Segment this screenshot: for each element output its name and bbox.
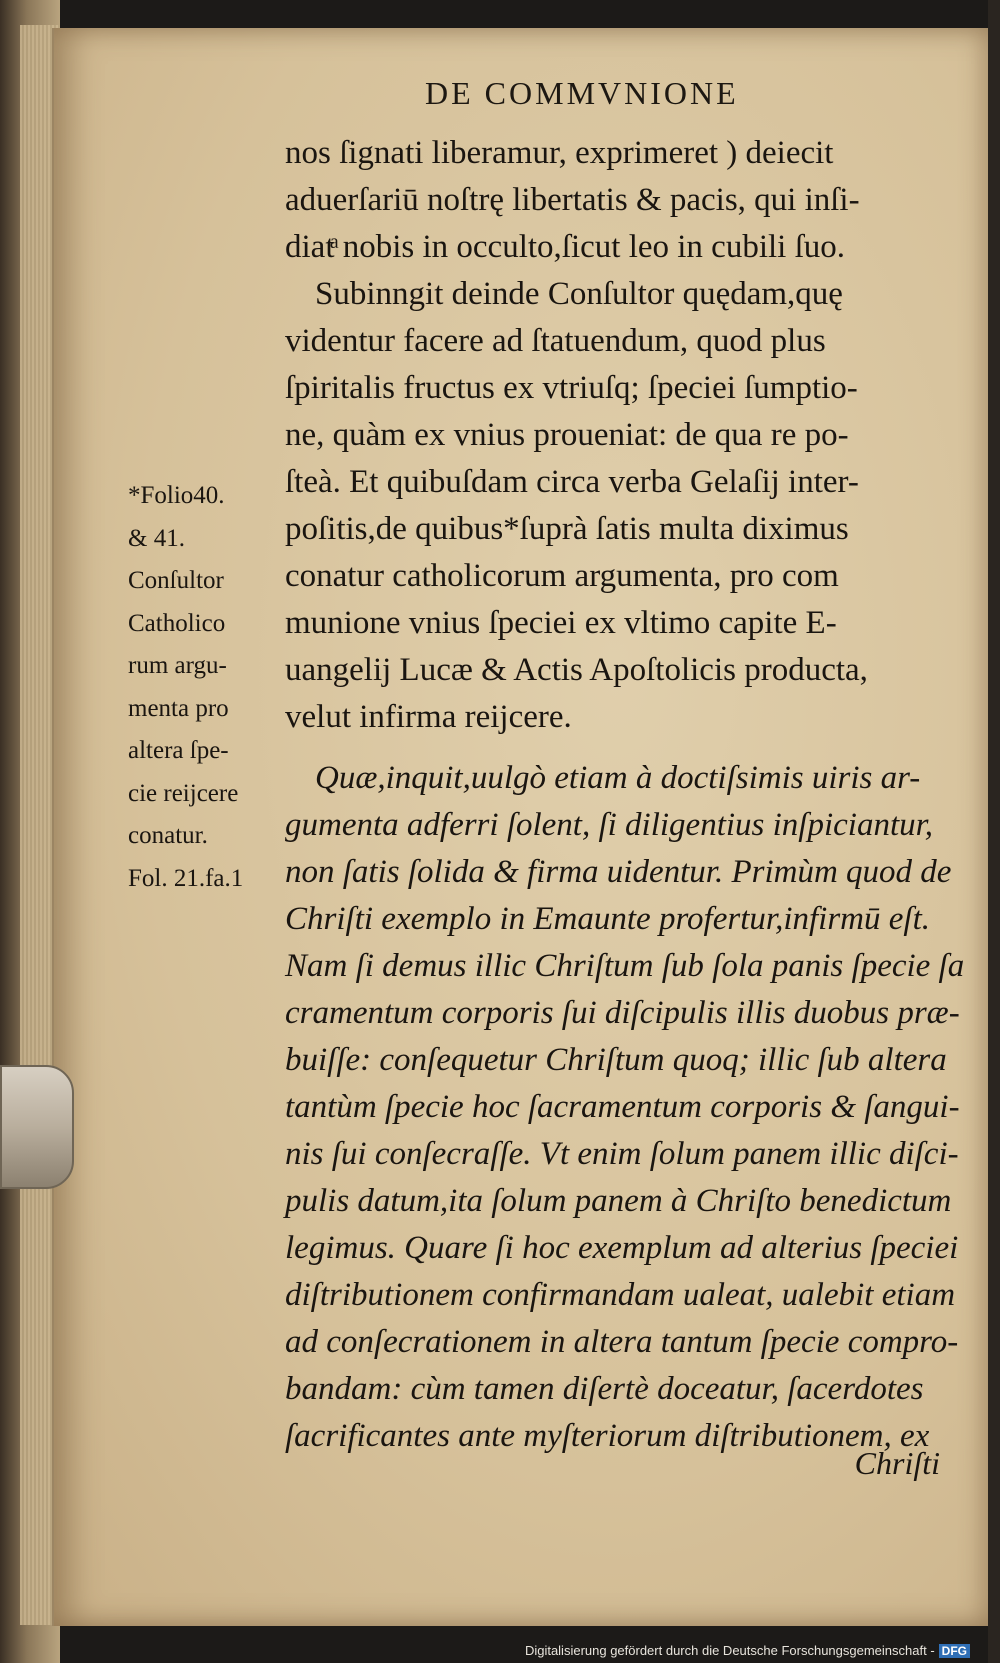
margin-note-line: menta pro [128, 694, 229, 722]
text-line: ne, quàm ex vnius proueniat: de qua re po- [285, 417, 849, 453]
digitization-footer [525, 1643, 970, 1658]
margin-note-line: Catholico [128, 609, 226, 637]
text-line: velut infirma reijcere. [285, 699, 572, 735]
text-line: ſacrificantes ante myſteriorum diſtributionem, ex [285, 1418, 930, 1454]
text-line: uangelij Lucæ & Actis Apoſtolicis producta, [285, 652, 868, 688]
dfg-logo: DFG [939, 1644, 970, 1658]
text-line: ſpiritalis fructus ex vtriuſq; ſpeciei ſumptio- [285, 370, 858, 406]
text-line: diatͣ nobis in occulto,ſicut leo in cubili ſuo. [285, 229, 846, 265]
text-line: tantùm ſpecie hoc ſacramentum corporis & ſangui- [285, 1089, 960, 1125]
catchword: Chriſti [854, 1445, 940, 1481]
text-line: cramentum corporis ſui diſcipulis illis duobus præ- [285, 995, 960, 1031]
text-line: ad conſecrationem in altera tantum ſpecie compro- [285, 1324, 959, 1360]
text-line: gumenta adferri ſolent, ſi diligentius inſpiciantur, [285, 807, 934, 843]
margin-note-line: conatur. [128, 822, 208, 849]
text-line: Chriſti exemplo in Emaunte profertur,infirmū eſt. [285, 901, 930, 937]
text-line: Subinngit deinde Conſultor quędam,quę [315, 276, 843, 312]
footer-text: Digitalisierung gefördert durch die Deutsche Forschungsgemeinschaft - [524, 1643, 935, 1658]
text-line: munione vnius ſpeciei ex vltimo capite E- [285, 605, 837, 641]
margin-note-line: & 41. [128, 524, 185, 552]
margin-note [128, 475, 293, 900]
text-line: Quæ,inquit,uulgò etiam à doctiſsimis uiris ar- [315, 760, 921, 796]
text-line: non ſatis ſolida & firma uidentur. Primùm quod de [285, 854, 952, 890]
text-line: ſteà. Et quibuſdam circa verba Gelaſij inter- [285, 464, 859, 500]
text-line: poſitis,de quibus*ſuprà ſatis multa diximus [285, 511, 849, 547]
scan-border [988, 0, 1000, 1663]
margin-note-line: rum argu- [128, 652, 227, 679]
text-line: bandam: cùm tamen diſertè doceatur, ſacerdotes [285, 1371, 924, 1407]
running-head: DE COMMVNIONE [425, 75, 739, 111]
margin-note-line: Fol. 21.fa.1 [128, 864, 244, 892]
text-line: nis ſui conſecraſſe. Vt enim ſolum panem illic diſci- [285, 1136, 959, 1172]
margin-note-line: *Folio40. [128, 482, 225, 509]
text-line: videntur facere ad ſtatuendum, quod plus [285, 323, 826, 359]
text-line: aduerſariū noſtrę libertatis & pacis, qui inſi- [285, 182, 860, 218]
book-clasp [0, 1065, 74, 1189]
main-text-block [285, 130, 965, 1460]
text-line: buiſſe: conſequetur Chriſtum quoq; illic ſub altera [285, 1042, 947, 1078]
margin-note-line: Conſultor [128, 567, 224, 594]
text-line: pulis datum,ita ſolum panem à Chriſto benedictum [285, 1183, 952, 1219]
text-line: Nam ſi demus illic Chriſtum ſub ſola panis ſpecie ſa [285, 948, 965, 984]
text-line: legimus. Quare ſi hoc exemplum ad alterius ſpeciei [285, 1230, 959, 1266]
margin-note-line: altera ſpe- [128, 737, 229, 764]
text-line: conatur catholicorum argumenta, pro com [285, 558, 839, 594]
text-line: nos ſignati liberamur, exprimeret ) deiecit [285, 135, 834, 171]
text-line: diſtributionem confirmandam ualeat, ualebit etiam [285, 1277, 956, 1313]
margin-note-line: cie reijcere [128, 779, 239, 807]
